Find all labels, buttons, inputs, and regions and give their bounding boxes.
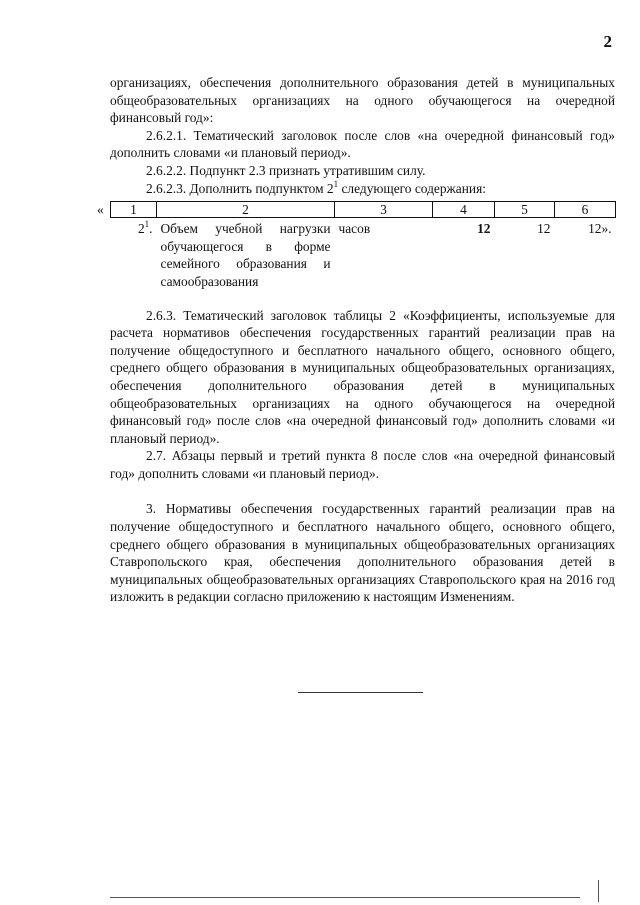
paragraph-2-6-2-2: 2.6.2.2. Подпункт 2.3 признать утратившим силу. bbox=[146, 162, 426, 178]
document-body bbox=[97, 74, 615, 606]
amendment-table bbox=[110, 201, 616, 292]
row-value-col4: 12 bbox=[477, 221, 491, 237]
page-number: 2 bbox=[603, 32, 612, 51]
superscript-mark: 1 bbox=[333, 178, 339, 189]
table-header-cell: 1 bbox=[111, 202, 157, 218]
row-number-cell bbox=[111, 218, 157, 293]
paragraph-continuation: организациях, обеспечения дополнительного образования детей в муниципальных общеобразовательных организациях на одного обучающегося на очередной финансовый год»: bbox=[110, 75, 615, 126]
table-row bbox=[111, 218, 616, 293]
paragraph-2-6-2-3-text: 2.6.2.3. Дополнить подпунктом 2 bbox=[146, 180, 334, 196]
table-header-cell: 6 bbox=[555, 202, 616, 218]
table-header-cell: 5 bbox=[495, 202, 555, 218]
table-header-cell: 3 bbox=[335, 202, 433, 218]
table-header-row bbox=[111, 202, 616, 218]
paragraph-2-7: 2.7. Абзацы первый и третий пункта 8 после слов «на очередной финансовый год» дополнить словами «и плановый период». bbox=[110, 448, 615, 481]
row-number: 2 bbox=[137, 221, 145, 237]
table-open-quote: « bbox=[97, 202, 104, 218]
footer-rule bbox=[110, 897, 580, 898]
row-number-superscript: 1 bbox=[144, 219, 150, 230]
row-unit-cell: часов bbox=[338, 221, 371, 237]
row-value-col5: 12 bbox=[537, 221, 551, 237]
paragraph-3: 3. Нормативы обеспечения государственных гарантий реализации прав на получение общедоступного и бесплатного начального общего, основного общего, среднего общего образования в муниципальных общеобразовательных организациях Ставропольского края, обеспечения дополнительного образования детей в муниципальных общеобразовательных организациях Ставропольского края на 2016 год изложить в редакции согласно приложению к настоящим Изменениям. bbox=[110, 501, 615, 605]
row-name-cell: Объем учебной нагрузки обучающегося в форме семейного образования и самообразования bbox=[160, 221, 331, 289]
closing-divider bbox=[298, 692, 423, 693]
paragraph-2-6-2-1: 2.6.2.1. Тематический заголовок после слов «на очередной финансовый год» дополнить словами «и плановый период». bbox=[110, 127, 615, 161]
paragraph-2-6-2-3-tail: следующего содержания: bbox=[338, 180, 486, 196]
paragraph-2-6-2-3 bbox=[110, 180, 615, 198]
row-value-col6: 12». bbox=[588, 221, 612, 237]
row-number-suffix: . bbox=[149, 221, 153, 237]
paragraph-2-6-3: 2.6.3. Тематический заголовок таблицы 2 «Коэффициенты, используемые для расчета нормативов обеспечения государственных гарантий реализации прав на получение общедоступного и бесплатного начального общего, основного общего, среднего общего образования в муниципальных общеобразовательных организациях, обеспечения дополнительного образования детей в муниципальных общеобразовательных организациях на одного обучающегося на очередной финансовый год» после слов «на очередной финансовый год» дополнить словами «и плановый период». bbox=[110, 307, 615, 446]
footer-tick-mark bbox=[598, 880, 599, 902]
table-header-cell: 4 bbox=[433, 202, 495, 218]
table-header-cell: 2 bbox=[157, 202, 335, 218]
amendment-table-wrapper bbox=[97, 201, 615, 292]
